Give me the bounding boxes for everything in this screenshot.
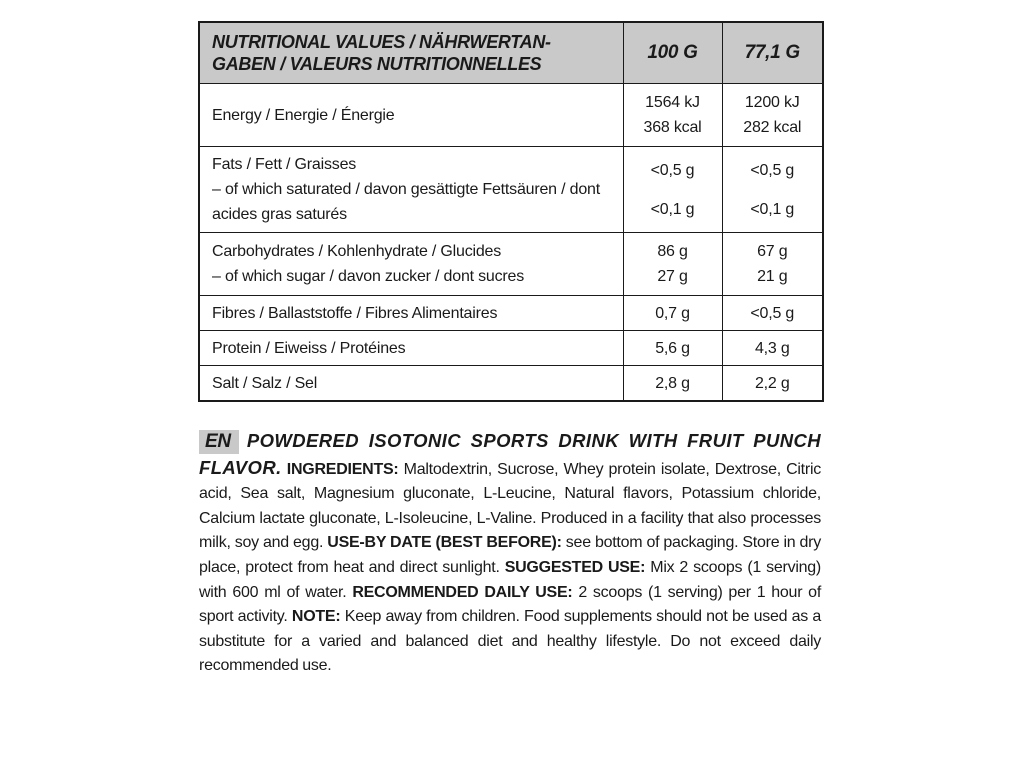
carbs-sugar-label: – of which sugar / davon zucker / dont sucres: [212, 268, 525, 285]
language-badge: EN: [199, 430, 239, 454]
salt-label: Salt / Salz / Sel: [199, 366, 623, 402]
table-header-label: [199, 22, 623, 84]
note-label: NOTE:: [291, 608, 341, 626]
column-header-100g: 100 G: [623, 22, 722, 84]
table-row-carbohydrates: [199, 233, 823, 296]
product-description: [199, 429, 821, 679]
protein-portion: 4,3 g: [722, 331, 823, 366]
fats-saturated-portion: <0,1 g: [750, 200, 795, 218]
energy-kcal-portion: 282 kcal: [743, 119, 802, 136]
salt-portion: 2,2 g: [722, 366, 823, 402]
suggested-use-label: SUGGESTED USE:: [504, 558, 646, 576]
energy-label: Energy / Energie / Énergie: [199, 84, 623, 147]
use-by-text: see bottom of packaging. Store in dry place, protect from heat and direct sunlight.: [199, 534, 822, 576]
fats-label-cell: [199, 147, 623, 233]
protein-100g: 5,6 g: [623, 331, 722, 366]
protein-label: Protein / Eiweiss / Protéines: [199, 331, 623, 366]
note-text: Keep away from children. Food supplements should not be used as a substitute for a varied and balanced diet and healthy lifestyle. Do not exceed daily recommended use.: [199, 608, 822, 675]
fibres-100g: 0,7 g: [623, 296, 722, 331]
energy-kcal-100g: 368 kcal: [643, 119, 702, 136]
ingredients-text: Maltodextrin, Sucrose, Whey protein isolate, Dextrose, Citric acid, Sea salt, Magnesium gluconate, L-Leucine, Natural flavors, Potassium chloride, Calcium lactate gluconate, L-Isoleucine, L-Valine. Produced in a facility that also processes milk, soy and egg.: [199, 460, 822, 552]
table-row-fibres: [199, 296, 823, 331]
carbs-portion: 67 g: [757, 243, 788, 260]
fibres-portion: <0,5 g: [722, 296, 823, 331]
use-by-label: USE-BY DATE (BEST BEFORE):: [327, 534, 562, 552]
fats-100g: <0,5 g: [650, 161, 695, 179]
energy-value-100g: [623, 84, 722, 147]
fats-saturated-100g: <0,1 g: [650, 200, 695, 218]
energy-kj-portion: 1200 kJ: [744, 94, 800, 111]
salt-100g: 2,8 g: [623, 366, 722, 402]
fats-value-100g: [623, 147, 722, 233]
energy-kj-100g: 1564 kJ: [645, 94, 700, 111]
carbs-value-portion: [722, 233, 823, 296]
table-header-row: [199, 22, 823, 84]
table-row-protein: [199, 331, 823, 366]
product-name: POWDERED ISOTONIC SPORTS DRINK WITH FRUIT PUNCH FLAVOR.: [199, 430, 821, 478]
recommended-use-label: RECOMMENDED DAILY USE:: [352, 583, 573, 601]
header-label-line2: GABEN / VALEURS NUTRITIONNELLES: [212, 54, 542, 74]
carbs-sugar-100g: 27 g: [657, 268, 688, 285]
carbs-value-100g: [623, 233, 722, 296]
fats-label: Fats / Fett / Graisses: [212, 156, 357, 173]
nutrition-panel: [198, 21, 822, 402]
table-row-energy: [199, 84, 823, 147]
fats-value-portion: [722, 147, 823, 233]
ingredients-label: INGREDIENTS:: [286, 460, 399, 478]
fibres-label: Fibres / Ballaststoffe / Fibres Alimentaires: [199, 296, 623, 331]
column-header-portion: 77,1 G: [722, 22, 823, 84]
carbs-label-cell: [199, 233, 623, 296]
carbs-100g: 86 g: [657, 243, 688, 260]
energy-value-portion: [722, 84, 823, 147]
fats-portion: <0,5 g: [750, 161, 795, 179]
recommended-use-text: 2 scoops (1 serving) per 1 hour of sport activity.: [199, 583, 822, 626]
table-row-salt: [199, 366, 823, 402]
table-row-fats: [199, 147, 823, 233]
carbs-label: Carbohydrates / Kohlenhydrate / Glucides: [212, 243, 502, 260]
fats-saturated-label: – of which saturated / davon gesättigte Fettsäuren / dont acides gras saturés: [212, 181, 600, 223]
header-label-line1: NUTRITIONAL VALUES / NÄHRWERTAN-: [212, 32, 551, 52]
carbs-sugar-portion: 21 g: [757, 268, 788, 285]
suggested-use-text: Mix 2 scoops (1 serving) with 600 ml of water.: [199, 558, 821, 601]
nutrition-table: [198, 21, 824, 402]
